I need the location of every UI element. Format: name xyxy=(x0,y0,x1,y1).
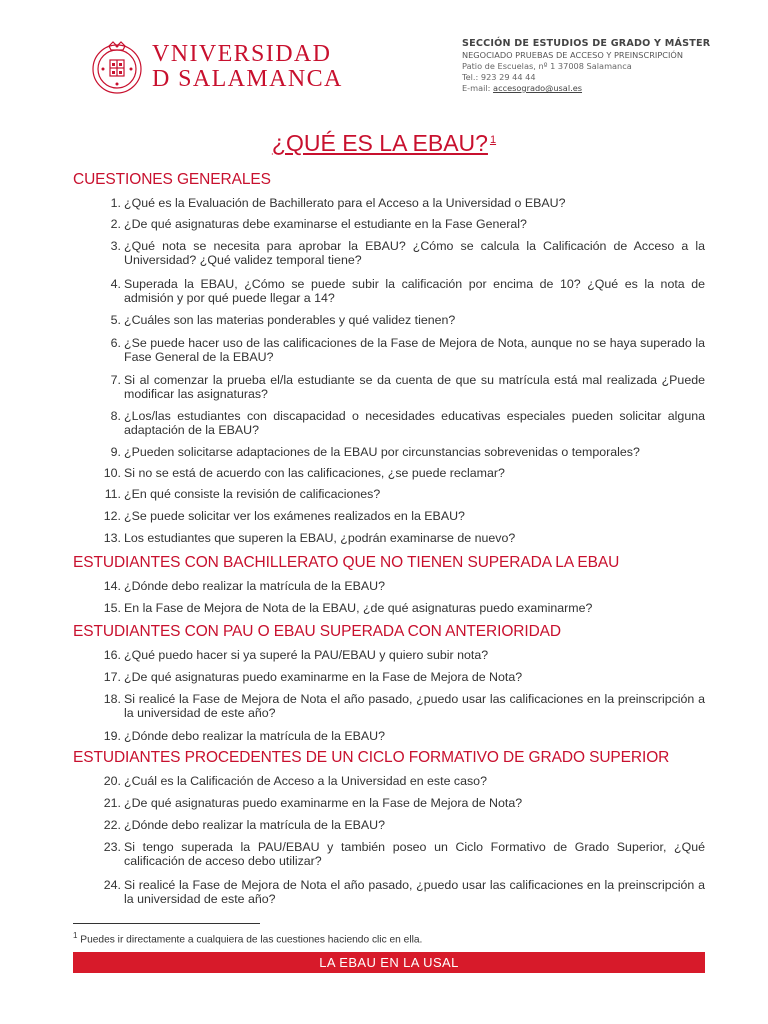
question-number: 8. xyxy=(110,409,121,423)
question-number: 6. xyxy=(110,336,121,350)
page-title-link[interactable]: ¿QUÉ ES LA EBAU? xyxy=(271,130,488,156)
question-number: 11. xyxy=(104,487,121,501)
question-link[interactable]: ¿Qué puedo hacer si ya superé la PAU/EBAU y quiero subir nota? xyxy=(124,648,489,662)
question-number: 23. xyxy=(103,840,121,854)
question-number: 12. xyxy=(103,509,121,523)
question-item[interactable] xyxy=(73,601,705,615)
footnote-divider xyxy=(73,923,260,924)
question-link[interactable]: ¿Cuál es la Calificación de Acceso a la Universidad en este caso? xyxy=(124,774,487,788)
question-item[interactable] xyxy=(73,196,705,210)
question-item[interactable] xyxy=(73,336,705,364)
question-number: 4. xyxy=(110,277,121,291)
question-link[interactable]: ¿De qué asignaturas puedo examinarme en la Fase de Mejora de Nota? xyxy=(124,796,523,810)
section-title: ESTUDIANTES CON PAU O EBAU SUPERADA CON ANTERIORIDAD xyxy=(73,623,562,640)
section-title: CUESTIONES GENERALES xyxy=(73,171,271,188)
question-number: 15. xyxy=(103,601,121,615)
wordmark-line-1: VNIVERSIDAD xyxy=(152,41,332,67)
section xyxy=(73,170,705,545)
question-number: 13. xyxy=(103,531,121,545)
footnote-number: 1 xyxy=(73,931,78,940)
question-item[interactable] xyxy=(73,878,705,906)
question-link[interactable]: ¿De qué asignaturas debe examinarse el estudiante en la Fase General? xyxy=(124,217,527,231)
contact-email-label: E-mail: xyxy=(462,83,491,93)
question-item[interactable] xyxy=(73,466,705,480)
question-item[interactable] xyxy=(73,840,705,868)
contact-address: Patio de Escuelas, nº 1 37008 Salamanca xyxy=(462,61,632,71)
question-link[interactable]: ¿Cuáles son las materias ponderables y qué validez tienen? xyxy=(124,313,456,327)
letterhead xyxy=(0,0,768,110)
question-link[interactable]: ¿Dónde debo realizar la matrícula de la EBAU? xyxy=(124,818,386,832)
footer-banner: LA EBAU EN LA USAL xyxy=(73,952,705,973)
question-number: 21. xyxy=(103,796,121,810)
question-number: 16. xyxy=(103,648,121,662)
footnote xyxy=(73,931,422,945)
question-number: 2. xyxy=(110,217,121,231)
contact-block xyxy=(462,38,710,94)
wordmark-line-2: D SALAMANCA xyxy=(152,66,343,92)
question-link[interactable]: ¿En qué consiste la revisión de calificaciones? xyxy=(124,487,381,501)
question-item[interactable] xyxy=(73,373,705,401)
question-number: 5. xyxy=(110,313,121,327)
question-number: 7. xyxy=(110,373,121,387)
section-title: ESTUDIANTES PROCEDENTES DE UN CICLO FORMATIVO DE GRADO SUPERIOR xyxy=(73,749,670,766)
question-item[interactable] xyxy=(73,818,705,832)
contact-phone: Tel.: 923 29 44 44 xyxy=(462,72,536,82)
question-link[interactable]: Si tengo superada la PAU/EBAU y también poseo un Ciclo Formativo de Grado Superior, ¿Qué calificación de acceso debo utilizar? xyxy=(124,840,705,868)
question-item[interactable] xyxy=(73,313,705,327)
question-number: 17. xyxy=(103,670,121,684)
question-item[interactable] xyxy=(73,670,705,684)
contact-department: SECCIÓN DE ESTUDIOS DE GRADO Y MÁSTER xyxy=(462,38,711,49)
question-link[interactable]: En la Fase de Mejora de Nota de la EBAU, ¿de qué asignaturas puedo examinarme? xyxy=(124,601,593,615)
title-footnote-ref xyxy=(490,134,496,146)
question-link[interactable]: ¿Dónde debo realizar la matrícula de la EBAU? xyxy=(124,579,386,593)
question-number: 19. xyxy=(103,729,121,743)
question-link[interactable]: ¿Qué nota se necesita para aprobar la EBAU? ¿Cómo se calcula la Calificación de Acceso a la Universidad? ¿Qué validez temporal tiene? xyxy=(124,239,705,267)
question-number: 1. xyxy=(110,196,121,210)
section-title: ESTUDIANTES CON BACHILLERATO QUE NO TIENEN SUPERADA LA EBAU xyxy=(73,554,620,571)
contact-email-line xyxy=(462,83,710,94)
section xyxy=(73,622,705,743)
question-number: 20. xyxy=(103,774,121,788)
footnote-ref-link[interactable]: 1 xyxy=(489,134,497,146)
question-item[interactable] xyxy=(73,445,705,459)
question-link[interactable]: ¿Se puede solicitar ver los exámenes realizados en la EBAU? xyxy=(124,509,465,523)
question-item[interactable] xyxy=(73,487,705,501)
question-item[interactable] xyxy=(73,729,705,743)
question-link[interactable]: ¿Dónde debo realizar la matrícula de la EBAU? xyxy=(124,729,386,743)
contact-email-link[interactable]: accesogrado@usal.es xyxy=(493,83,583,93)
question-number: 24. xyxy=(103,878,121,892)
question-link[interactable]: ¿Qué es la Evaluación de Bachillerato para el Acceso a la Universidad o EBAU? xyxy=(124,196,566,210)
question-item[interactable] xyxy=(73,409,705,437)
question-number: 14. xyxy=(103,579,121,593)
question-link[interactable]: Si realicé la Fase de Mejora de Nota el año pasado, ¿puedo usar las calificaciones en la preinscripción a la universidad de este año? xyxy=(124,878,705,906)
question-link[interactable]: Los estudiantes que superen la EBAU, ¿podrán examinarse de nuevo? xyxy=(124,531,516,545)
question-link[interactable]: Si al comenzar la prueba el/la estudiante se da cuenta de que su matrícula está mal realizada ¿Puede modificar las asignaturas? xyxy=(124,373,705,401)
footnote-text: Puedes ir directamente a cualquiera de las cuestiones haciendo clic en ella. xyxy=(80,934,423,946)
question-item[interactable] xyxy=(73,239,705,267)
question-item[interactable] xyxy=(73,774,705,788)
question-link[interactable]: ¿Los/las estudiantes con discapacidad o necesidades educativas especiales pueden solicitar alguna adaptación de la EBAU? xyxy=(124,409,705,437)
contact-office: NEGOCIADO PRUEBAS DE ACCESO Y PREINSCRIPCIÓN xyxy=(462,50,683,60)
page-title xyxy=(0,130,768,157)
question-link[interactable]: ¿Pueden solicitarse adaptaciones de la EBAU por circunstancias sobrevenidas o temporales? xyxy=(124,445,640,459)
question-item[interactable] xyxy=(73,579,705,593)
question-item[interactable] xyxy=(73,796,705,810)
question-item[interactable] xyxy=(73,277,705,305)
question-item[interactable] xyxy=(73,648,705,662)
section xyxy=(73,553,705,615)
question-number: 9. xyxy=(110,445,121,459)
question-item[interactable] xyxy=(73,692,705,720)
university-seal-logo xyxy=(91,38,143,96)
question-number: 22. xyxy=(103,818,121,832)
university-wordmark xyxy=(152,42,343,92)
question-number: 10. xyxy=(103,466,121,480)
section xyxy=(73,748,705,906)
question-link[interactable]: ¿De qué asignaturas puedo examinarme en la Fase de Mejora de Nota? xyxy=(124,670,523,684)
question-link[interactable]: Si no se está de acuerdo con las calificaciones, ¿se puede reclamar? xyxy=(124,466,505,480)
question-number: 18. xyxy=(103,692,121,706)
question-item[interactable] xyxy=(73,531,705,545)
question-link[interactable]: Si realicé la Fase de Mejora de Nota el año pasado, ¿puedo usar las calificaciones en la preinscripción a la universidad de este año? xyxy=(124,692,705,720)
question-link[interactable]: Superada la EBAU, ¿Cómo se puede subir la calificación por encima de 10? ¿Qué es la nota de admisión y por qué puede llegar a 14? xyxy=(124,277,705,305)
question-item[interactable] xyxy=(73,509,705,523)
question-number: 3. xyxy=(110,239,121,253)
question-link[interactable]: ¿Se puede hacer uso de las calificaciones de la Fase de Mejora de Nota, aunque no se haya superado la Fase General de la EBAU? xyxy=(124,336,705,364)
question-item[interactable] xyxy=(73,217,705,231)
